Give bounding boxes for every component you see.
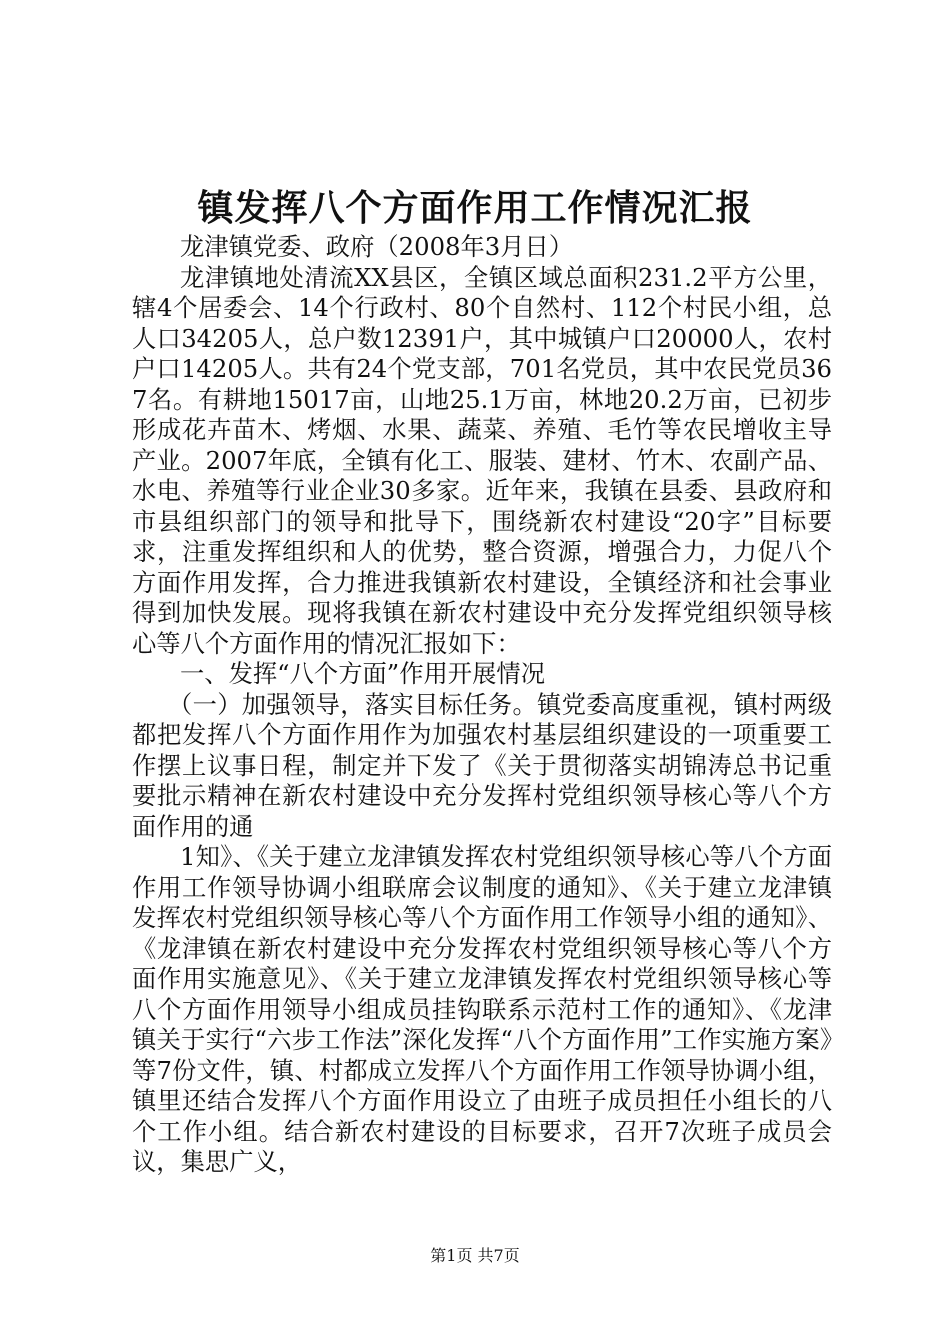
section-heading: 一、发挥“八个方面”作用开展情况: [180, 659, 545, 688]
author-date-line: 龙津镇党委、政府（2008年3月日）: [180, 232, 574, 261]
subsection-paragraph: （一）加强领导，落实目标任务。镇党委高度重视，镇村两级都把发挥八个方面作用作为加强农村基层组织建设的一项重要工作摆上议事日程，制定并下发了《关于贯彻落实胡锦涛总书记重要批示精神在新农村建设中充分发挥村党组织领导核心等八个方面作用的通: [132, 689, 832, 841]
document-title: 镇发挥八个方面作用工作情况汇报: [197, 187, 753, 229]
page-footer: 第1页 共7页: [430, 1246, 520, 1265]
document-body: [132, 232, 832, 1178]
continuation-paragraph: 1知》、《关于建立龙津镇发挥农村党组织领导核心等八个方面作用工作领导协调小组联席会议制度的通知》、《关于建立龙津镇发挥农村党组织领导核心等八个方面作用工作领导小组的通知》、《龙津镇在新农村建设中充分发挥农村党组织领导核心等八个方面作用实施意见》、《关于建立龙津镇发挥农村党组织领导核心等八个方面作用领导小组成员挂钩联系示范村工作的通知》、《龙津镇关于实行“六步工作法”深化发挥“八个方面作用”工作实施方案》等7份文件，镇、村都成立发挥八个方面作用工作领导协调小组，镇里还结合发挥八个方面作用设立了由班子成员担任小组长的八个工作小组。结合新农村建设的目标要求，召开7次班子成员会议，集思广义，: [132, 842, 832, 1176]
intro-paragraph: 龙津镇地处清流XX县区，全镇区域总面积231.2平方公里，辖4个居委会、14个行政村、80个自然村、112个村民小组，总人口34205人，总户数12391户，其中城镇户口20000人，农村户口14205人。共有24个党支部，701名党员，其中农民党员367名。有耕地15017亩，山地25.1万亩，林地20.2万亩，已初步形成花卉苗木、烤烟、水果、蔬菜、养殖、毛竹等农民增收主导产业。2007年底，全镇有化工、服装、建材、竹木、农副产品、水电、养殖等行业企业30多家。近年来，我镇在县委、县政府和市县组织部门的领导和批导下，围绕新农村建设“20字”目标要求，注重发挥组织和人的优势，整合资源，增强合力，力促八个方面作用发挥，合力推进我镇新农村建设，全镇经济和社会事业得到加快发展。现将我镇在新农村建设中充分发挥党组织领导核心等八个方面作用的情况汇报如下：: [132, 262, 832, 658]
